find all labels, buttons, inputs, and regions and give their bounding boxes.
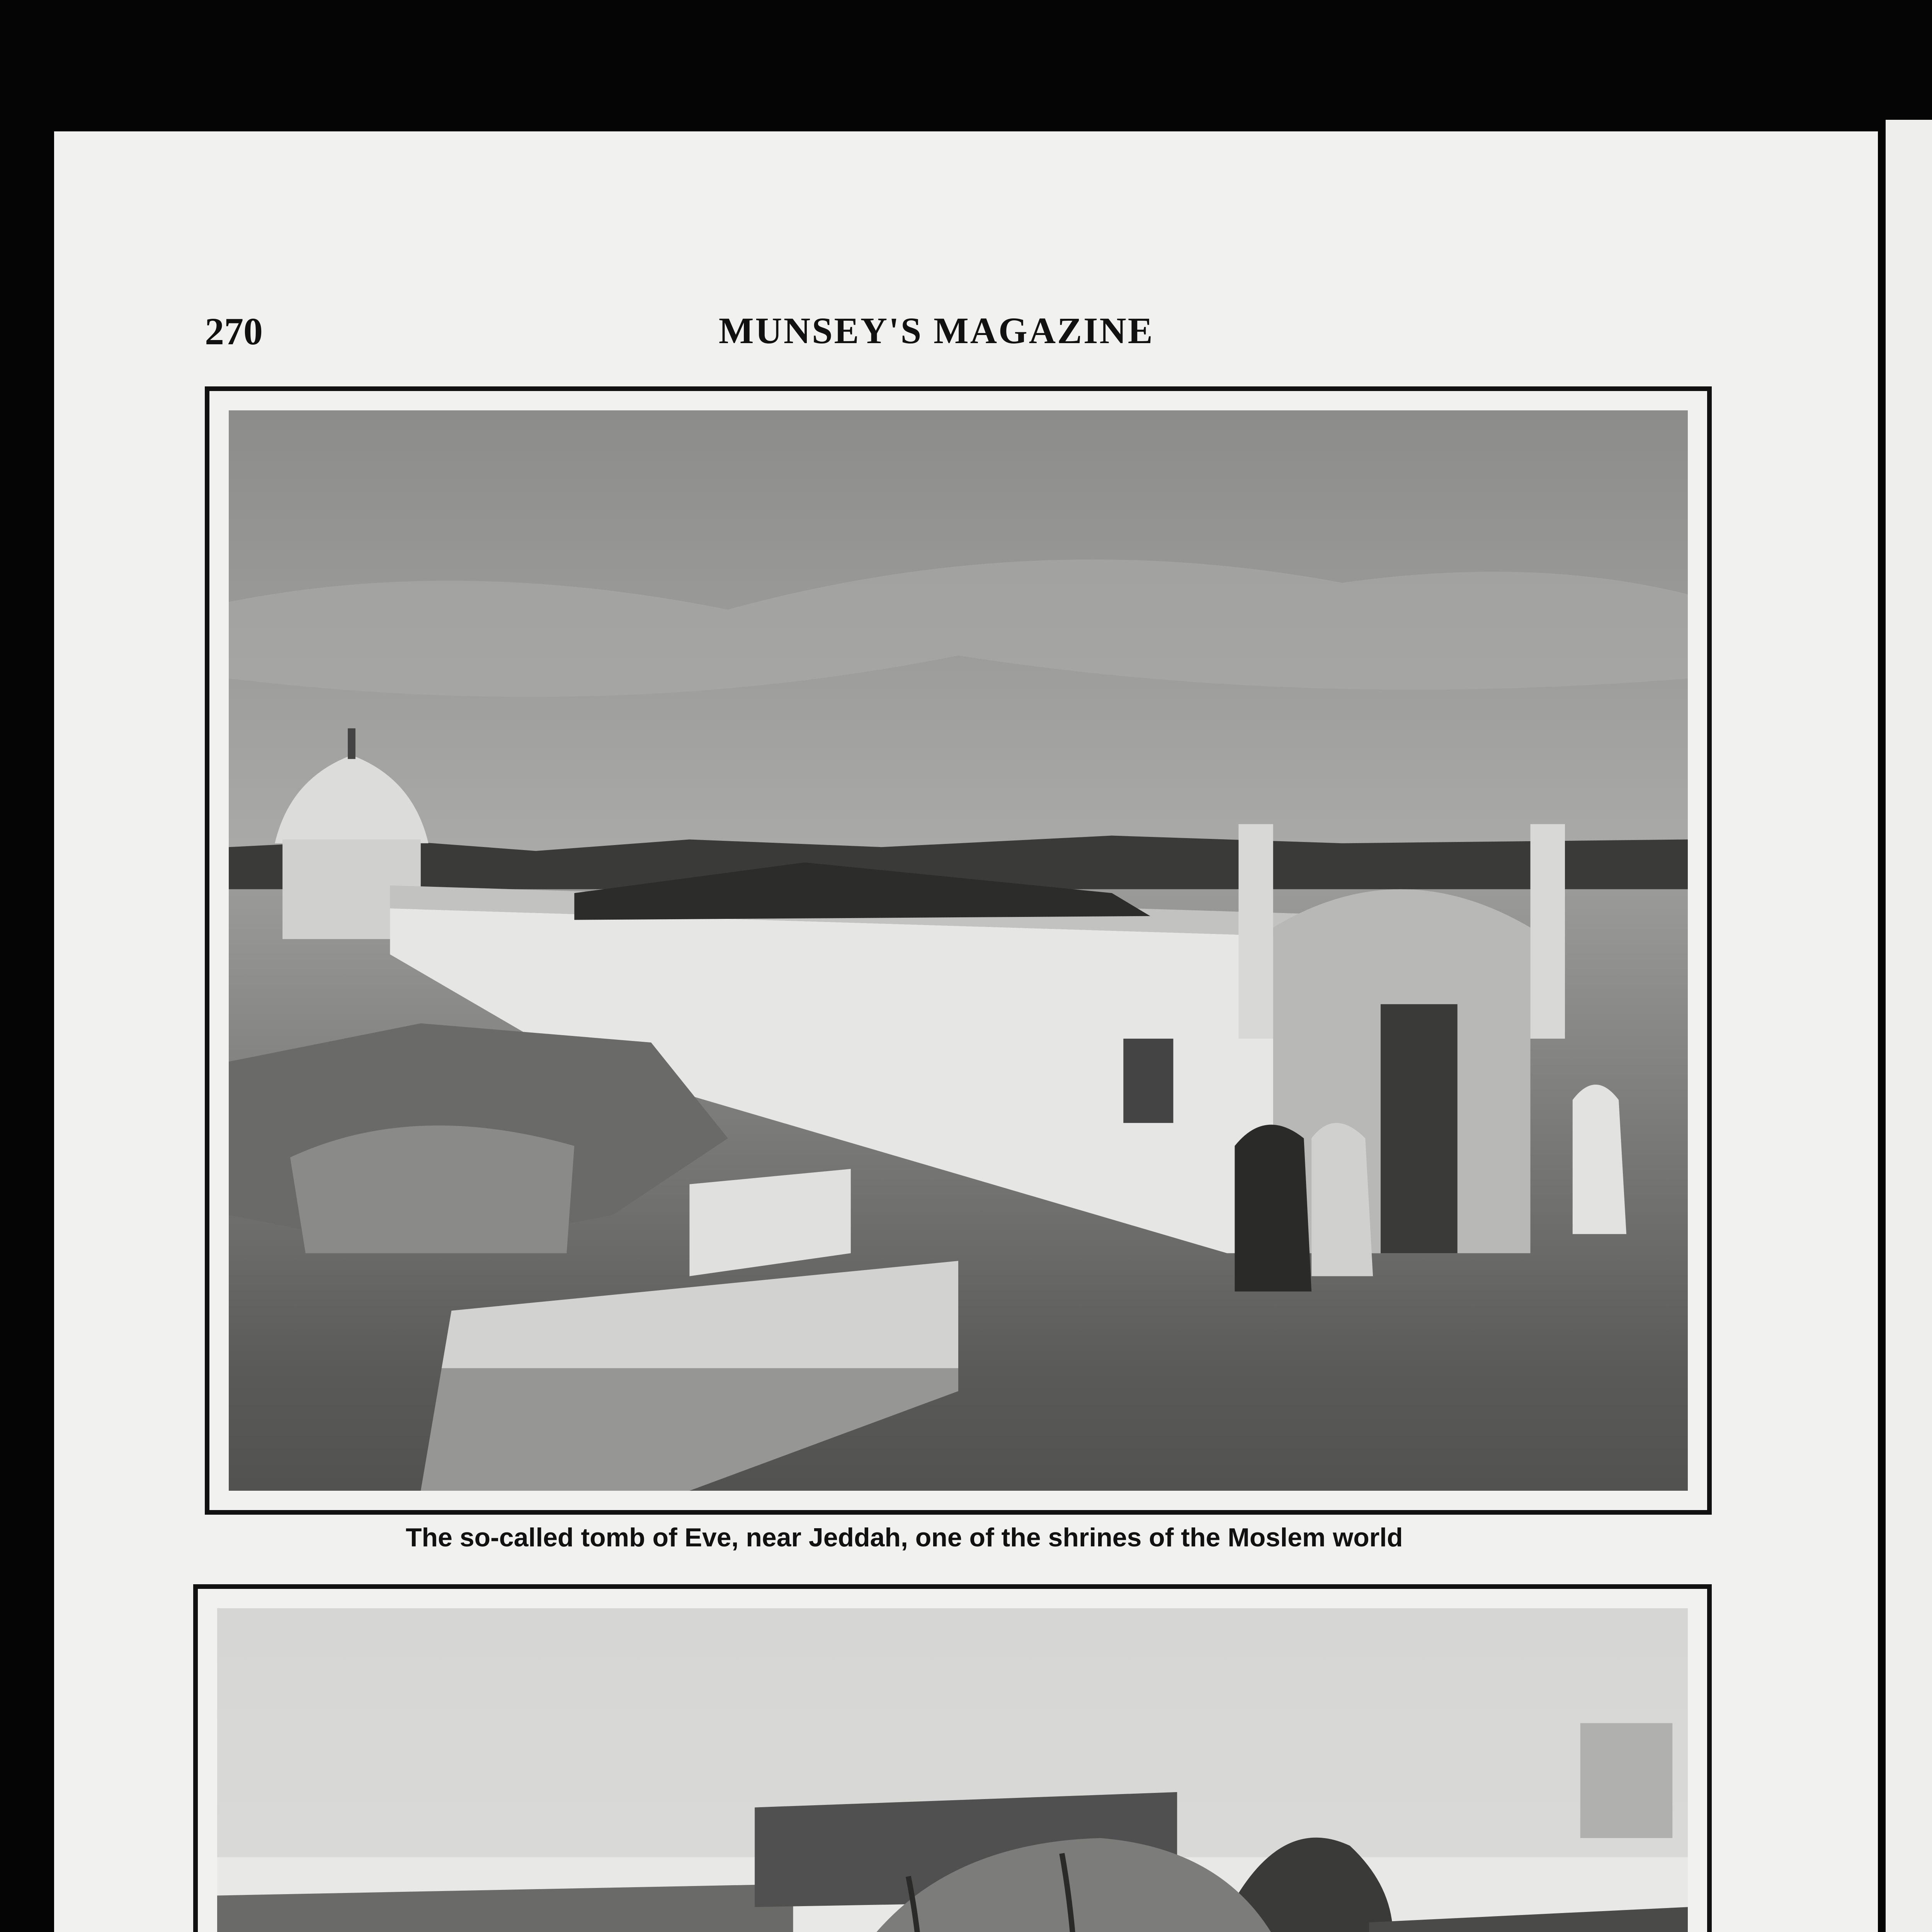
running-head: MUNSEY'S MAGAZINE [719, 310, 1154, 351]
arab-dwellings-photo [217, 1608, 1688, 1932]
next-page-edge [1886, 120, 1932, 1932]
figure-caption: The so-called tomb of Eve, near Jeddah, one of the shrines of the Moslem world [406, 1523, 1403, 1552]
figure-tomb-of-eve [205, 386, 1712, 1515]
page-number: 270 [205, 310, 263, 353]
tomb-of-eve-photo [229, 410, 1688, 1491]
figure-arab-dwellings [193, 1584, 1712, 1932]
